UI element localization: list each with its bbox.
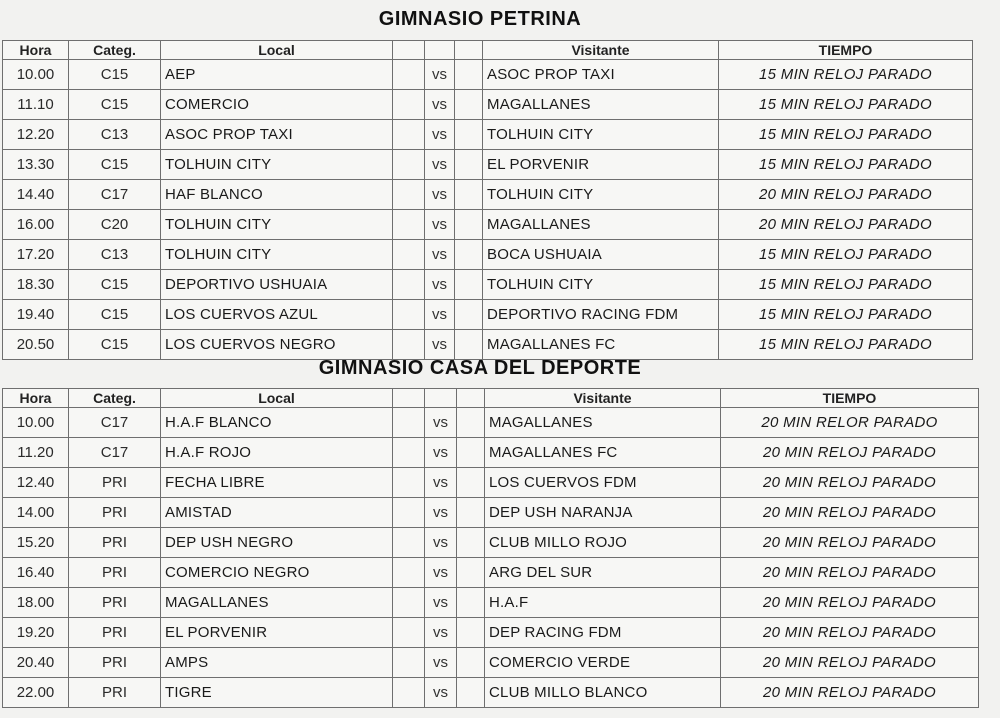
blank-cell: [393, 240, 425, 270]
blank-cell: [393, 210, 425, 240]
tiempo-cell: 20 MIN RELOR PARADO: [721, 408, 979, 438]
blank-cell: [393, 558, 425, 588]
blank-cell: [393, 150, 425, 180]
categ-cell: PRI: [69, 678, 161, 708]
hora-cell: 19.40: [3, 300, 69, 330]
hora-cell: 14.00: [3, 498, 69, 528]
table-header-row: [3, 41, 973, 60]
blank-cell: [393, 588, 425, 618]
local-team-cell: AMISTAD: [161, 498, 393, 528]
blank-cell: [393, 120, 425, 150]
tiempo-cell: 20 MIN RELOJ PARADO: [721, 618, 979, 648]
vs-label: vs: [425, 648, 457, 678]
hora-cell: 11.20: [3, 438, 69, 468]
blank-cell: [393, 90, 425, 120]
vs-label: vs: [425, 150, 455, 180]
blank-cell: [455, 330, 483, 360]
table-row: [3, 120, 973, 150]
table-row: [3, 528, 979, 558]
schedule-body-petrina: [3, 60, 973, 360]
blank-cell: [455, 180, 483, 210]
blank-cell: [393, 330, 425, 360]
visiting-team-cell: DEP RACING FDM: [485, 618, 721, 648]
section-title-casa-del-deporte: GIMNASIO CASA DEL DEPORTE: [318, 357, 642, 379]
categ-cell: C17: [69, 408, 161, 438]
blank-cell: [393, 438, 425, 468]
categ-cell: PRI: [69, 618, 161, 648]
local-team-cell: H.A.F BLANCO: [161, 408, 393, 438]
header-blank: [457, 389, 485, 408]
header-blank: [393, 41, 425, 60]
tiempo-cell: 15 MIN RELOJ PARADO: [719, 300, 973, 330]
hora-cell: 20.40: [3, 648, 69, 678]
vs-label: vs: [425, 498, 457, 528]
visiting-team-cell: MAGALLANES: [483, 90, 719, 120]
table-row: [3, 240, 973, 270]
vs-label: vs: [425, 558, 457, 588]
hora-cell: 10.00: [3, 408, 69, 438]
tiempo-cell: 15 MIN RELOJ PARADO: [719, 240, 973, 270]
hora-cell: 12.40: [3, 468, 69, 498]
local-team-cell: HAF BLANCO: [161, 180, 393, 210]
visiting-team-cell: ARG DEL SUR: [485, 558, 721, 588]
table-row: [3, 330, 973, 360]
categ-cell: C15: [69, 330, 161, 360]
local-team-cell: ASOC PROP TAXI: [161, 120, 393, 150]
blank-cell: [457, 558, 485, 588]
tiempo-cell: 15 MIN RELOJ PARADO: [719, 90, 973, 120]
tiempo-cell: 15 MIN RELOJ PARADO: [719, 150, 973, 180]
visiting-team-cell: H.A.F: [485, 588, 721, 618]
vs-label: vs: [425, 210, 455, 240]
vs-label: vs: [425, 438, 457, 468]
blank-cell: [457, 618, 485, 648]
tiempo-cell: 20 MIN RELOJ PARADO: [721, 468, 979, 498]
hora-cell: 14.40: [3, 180, 69, 210]
schedule-table-casa-del-deporte: [2, 388, 979, 708]
local-team-cell: FECHA LIBRE: [161, 468, 393, 498]
categ-cell: C15: [69, 60, 161, 90]
blank-cell: [455, 60, 483, 90]
visiting-team-cell: MAGALLANES FC: [485, 438, 721, 468]
visiting-team-cell: CLUB MILLO ROJO: [485, 528, 721, 558]
tiempo-cell: 15 MIN RELOJ PARADO: [719, 60, 973, 90]
hora-cell: 16.00: [3, 210, 69, 240]
visiting-team-cell: EL PORVENIR: [483, 150, 719, 180]
blank-cell: [393, 618, 425, 648]
visiting-team-cell: ASOC PROP TAXI: [483, 60, 719, 90]
visiting-team-cell: DEP USH NARANJA: [485, 498, 721, 528]
categ-cell: PRI: [69, 558, 161, 588]
categ-cell: C15: [69, 90, 161, 120]
table-row: [3, 210, 973, 240]
blank-cell: [455, 210, 483, 240]
tiempo-cell: 20 MIN RELOJ PARADO: [719, 180, 973, 210]
blank-cell: [455, 300, 483, 330]
blank-cell: [455, 120, 483, 150]
categ-cell: C15: [69, 270, 161, 300]
blank-cell: [455, 270, 483, 300]
schedule-table-petrina: [2, 40, 973, 360]
blank-cell: [457, 438, 485, 468]
vs-label: vs: [425, 120, 455, 150]
vs-label: vs: [425, 528, 457, 558]
local-team-cell: TIGRE: [161, 678, 393, 708]
header-categ: Categ.: [69, 389, 161, 408]
categ-cell: C13: [69, 240, 161, 270]
vs-label: vs: [425, 240, 455, 270]
vs-label: vs: [425, 90, 455, 120]
blank-cell: [455, 90, 483, 120]
hora-cell: 15.20: [3, 528, 69, 558]
categ-cell: PRI: [69, 648, 161, 678]
blank-cell: [393, 678, 425, 708]
local-team-cell: AMPS: [161, 648, 393, 678]
blank-cell: [393, 270, 425, 300]
table-row: [3, 498, 979, 528]
table-row: [3, 468, 979, 498]
tiempo-cell: 20 MIN RELOJ PARADO: [721, 558, 979, 588]
blank-cell: [457, 678, 485, 708]
blank-cell: [457, 468, 485, 498]
table-row: [3, 678, 979, 708]
table-row: [3, 558, 979, 588]
table-row: [3, 60, 973, 90]
blank-cell: [393, 528, 425, 558]
hora-cell: 17.20: [3, 240, 69, 270]
section-title-petrina: GIMNASIO PETRINA: [378, 8, 582, 30]
local-team-cell: EL PORVENIR: [161, 618, 393, 648]
blank-cell: [457, 528, 485, 558]
vs-label: vs: [425, 60, 455, 90]
header-blank: [455, 41, 483, 60]
table-header-row: [3, 389, 979, 408]
tiempo-cell: 20 MIN RELOJ PARADO: [721, 648, 979, 678]
local-team-cell: TOLHUIN CITY: [161, 210, 393, 240]
header-blank: [393, 389, 425, 408]
tiempo-cell: 15 MIN RELOJ PARADO: [719, 270, 973, 300]
visiting-team-cell: MAGALLANES: [483, 210, 719, 240]
header-tiempo: TIEMPO: [721, 389, 979, 408]
vs-label: vs: [425, 678, 457, 708]
vs-label: vs: [425, 270, 455, 300]
tiempo-cell: 20 MIN RELOJ PARADO: [721, 528, 979, 558]
header-blank: [425, 389, 457, 408]
visiting-team-cell: COMERCIO VERDE: [485, 648, 721, 678]
categ-cell: C17: [69, 180, 161, 210]
table-row: [3, 300, 973, 330]
table-row: [3, 408, 979, 438]
tiempo-cell: 20 MIN RELOJ PARADO: [721, 498, 979, 528]
vs-label: vs: [425, 300, 455, 330]
hora-cell: 16.40: [3, 558, 69, 588]
local-team-cell: COMERCIO NEGRO: [161, 558, 393, 588]
visiting-team-cell: TOLHUIN CITY: [483, 270, 719, 300]
vs-label: vs: [425, 180, 455, 210]
header-tiempo: TIEMPO: [719, 41, 973, 60]
hora-cell: 20.50: [3, 330, 69, 360]
categ-cell: C13: [69, 120, 161, 150]
header-local: Local: [161, 389, 393, 408]
header-visitante: Visitante: [483, 41, 719, 60]
hora-cell: 10.00: [3, 60, 69, 90]
table-row: [3, 90, 973, 120]
table-row: [3, 270, 973, 300]
blank-cell: [393, 60, 425, 90]
local-team-cell: DEPORTIVO USHUAIA: [161, 270, 393, 300]
blank-cell: [457, 498, 485, 528]
vs-label: vs: [425, 330, 455, 360]
hora-cell: 19.20: [3, 618, 69, 648]
tiempo-cell: 15 MIN RELOJ PARADO: [719, 330, 973, 360]
blank-cell: [393, 648, 425, 678]
tiempo-cell: 15 MIN RELOJ PARADO: [719, 120, 973, 150]
table-row: [3, 180, 973, 210]
blank-cell: [457, 408, 485, 438]
blank-cell: [393, 498, 425, 528]
tiempo-cell: 20 MIN RELOJ PARADO: [721, 438, 979, 468]
schedule-body-casa-del-deporte: [3, 408, 979, 708]
vs-label: vs: [425, 588, 457, 618]
local-team-cell: H.A.F ROJO: [161, 438, 393, 468]
categ-cell: C15: [69, 300, 161, 330]
blank-cell: [393, 468, 425, 498]
visiting-team-cell: BOCA USHUAIA: [483, 240, 719, 270]
categ-cell: C17: [69, 438, 161, 468]
visiting-team-cell: CLUB MILLO BLANCO: [485, 678, 721, 708]
hora-cell: 18.00: [3, 588, 69, 618]
categ-cell: PRI: [69, 588, 161, 618]
hora-cell: 18.30: [3, 270, 69, 300]
visiting-team-cell: MAGALLANES FC: [483, 330, 719, 360]
hora-cell: 12.20: [3, 120, 69, 150]
blank-cell: [457, 588, 485, 618]
visiting-team-cell: TOLHUIN CITY: [483, 120, 719, 150]
local-team-cell: TOLHUIN CITY: [161, 150, 393, 180]
table-row: [3, 150, 973, 180]
visiting-team-cell: MAGALLANES: [485, 408, 721, 438]
blank-cell: [393, 180, 425, 210]
local-team-cell: COMERCIO: [161, 90, 393, 120]
vs-label: vs: [425, 468, 457, 498]
hora-cell: 22.00: [3, 678, 69, 708]
vs-label: vs: [425, 618, 457, 648]
local-team-cell: LOS CUERVOS AZUL: [161, 300, 393, 330]
local-team-cell: TOLHUIN CITY: [161, 240, 393, 270]
categ-cell: PRI: [69, 468, 161, 498]
visiting-team-cell: DEPORTIVO RACING FDM: [483, 300, 719, 330]
hora-cell: 13.30: [3, 150, 69, 180]
header-local: Local: [161, 41, 393, 60]
categ-cell: PRI: [69, 528, 161, 558]
blank-cell: [393, 300, 425, 330]
vs-label: vs: [425, 408, 457, 438]
blank-cell: [457, 648, 485, 678]
header-blank: [425, 41, 455, 60]
categ-cell: C20: [69, 210, 161, 240]
local-team-cell: AEP: [161, 60, 393, 90]
local-team-cell: DEP USH NEGRO: [161, 528, 393, 558]
blank-cell: [455, 150, 483, 180]
table-row: [3, 588, 979, 618]
blank-cell: [393, 408, 425, 438]
blank-cell: [455, 240, 483, 270]
header-visitante: Visitante: [485, 389, 721, 408]
table-row: [3, 618, 979, 648]
categ-cell: C15: [69, 150, 161, 180]
table-row: [3, 438, 979, 468]
visiting-team-cell: LOS CUERVOS FDM: [485, 468, 721, 498]
header-hora: Hora: [3, 389, 69, 408]
header-categ: Categ.: [69, 41, 161, 60]
hora-cell: 11.10: [3, 90, 69, 120]
table-row: [3, 648, 979, 678]
visiting-team-cell: TOLHUIN CITY: [483, 180, 719, 210]
tiempo-cell: 20 MIN RELOJ PARADO: [719, 210, 973, 240]
local-team-cell: MAGALLANES: [161, 588, 393, 618]
tiempo-cell: 20 MIN RELOJ PARADO: [721, 678, 979, 708]
categ-cell: PRI: [69, 498, 161, 528]
local-team-cell: LOS CUERVOS NEGRO: [161, 330, 393, 360]
tiempo-cell: 20 MIN RELOJ PARADO: [721, 588, 979, 618]
header-hora: Hora: [3, 41, 69, 60]
